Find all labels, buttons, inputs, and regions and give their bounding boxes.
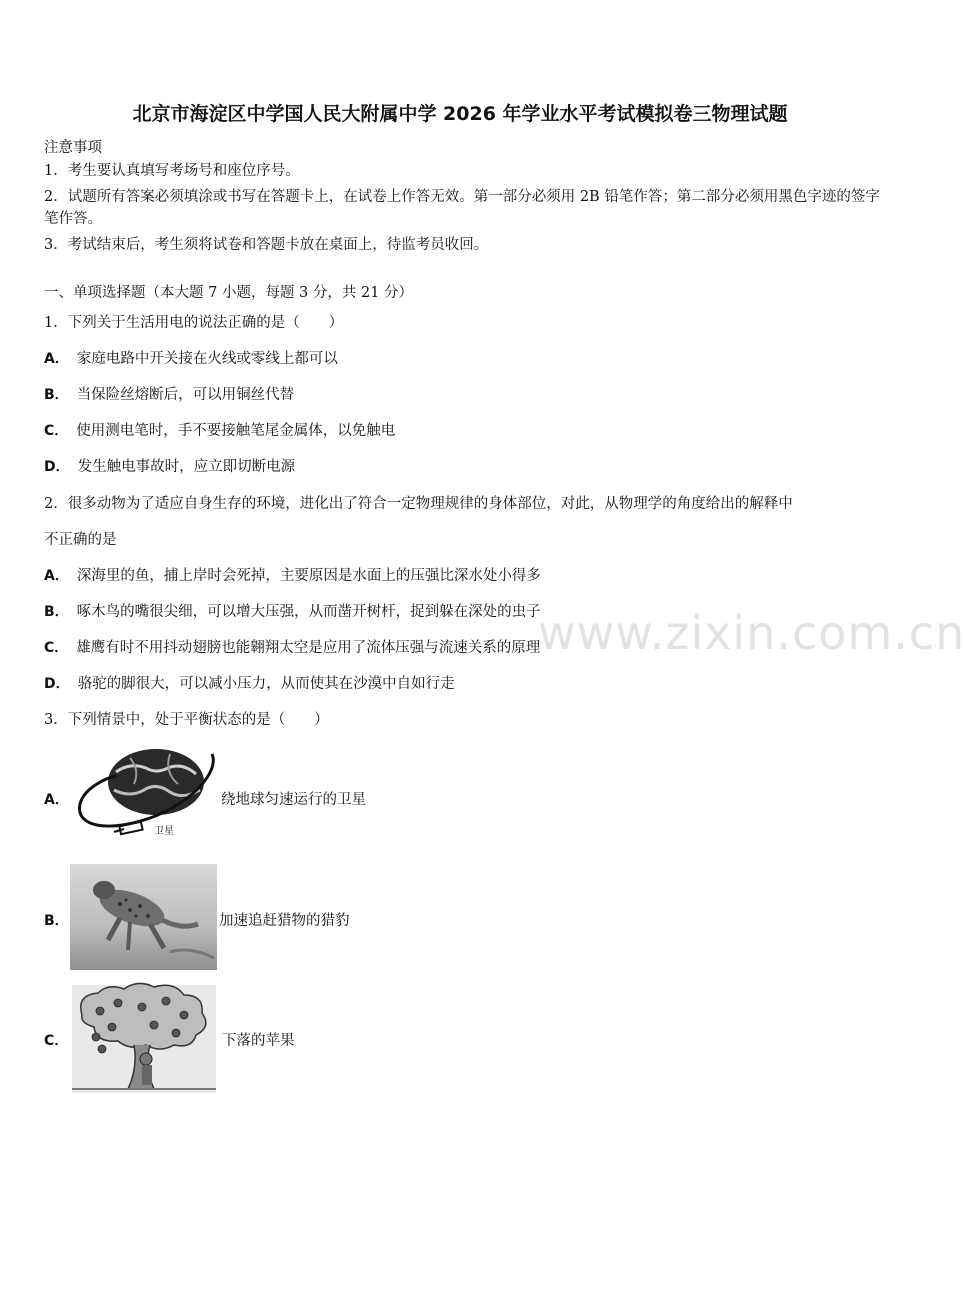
notice-item-1: 1．考生要认真填写考场号和座位序号。 xyxy=(44,163,300,179)
option-text: 家庭电路中开关接在火线或零线上都可以 xyxy=(76,351,338,367)
option-letter: C． xyxy=(44,640,69,656)
question-3-option-c-text: 下落的苹果 xyxy=(222,1033,295,1049)
question-3-option-c-letter: C． xyxy=(44,1033,69,1049)
notice-item-2: 2．试题所有答案必须填涂或书写在答题卡上，在试卷上作答无效。第一部分必须用 2B 铅笔作答；第二部分必须用黑色字迹的签字笔作答。 xyxy=(44,189,880,227)
watermark: www.zixin.com.cn xyxy=(538,606,965,660)
option-text: 深海里的鱼，捕上岸时会死掉，主要原因是水面上的压强比深水处小得多 xyxy=(76,568,541,584)
running-cheetah-photo-icon xyxy=(70,864,217,970)
notice-heading: 注意事项 xyxy=(44,140,102,156)
option-text: 雄鹰有时不用抖动翅膀也能翱翔太空是应用了流体压强与流速关系的原理 xyxy=(76,640,541,656)
option-letter: B． xyxy=(44,604,69,620)
option-text: 骆驼的脚很大，可以减小压力，从而使其在沙漠中自如行走 xyxy=(77,676,455,692)
question-2-option-d xyxy=(44,673,455,695)
option-letter: B． xyxy=(44,387,69,403)
question-3-option-a-letter: A． xyxy=(44,792,69,808)
option-letter: A． xyxy=(44,351,69,367)
satellite-label: 卫星 xyxy=(154,826,174,837)
question-1-option-c xyxy=(44,420,395,442)
question-3-option-b-text: 加速追赶猎物的猎豹 xyxy=(219,913,350,929)
question-3-option-a-text: 绕地球匀速运行的卫星 xyxy=(221,792,366,808)
question-2-stem-line2: 不正确的是 xyxy=(44,532,117,548)
satellite-orbit-illustration-icon xyxy=(70,742,222,848)
question-2-option-c xyxy=(44,637,540,659)
question-3-stem: 3．下列情景中，处于平衡状态的是（ ） xyxy=(44,712,329,728)
question-3-option-b-letter: B． xyxy=(44,913,69,929)
option-letter: D． xyxy=(44,676,70,692)
question-1-option-b xyxy=(44,384,294,406)
option-letter: A． xyxy=(44,568,69,584)
option-letter: C． xyxy=(44,423,69,439)
option-letter: D． xyxy=(44,459,70,475)
section-heading: 一、单项选择题（本大题 7 小题，每题 3 分，共 21 分） xyxy=(44,285,414,301)
notice-item-3: 3．考试结束后，考生须将试卷和答题卡放在桌面上，待监考员收回。 xyxy=(44,237,489,253)
question-1-stem: 1．下列关于生活用电的说法正确的是（ ） xyxy=(44,315,344,331)
option-text: 啄木鸟的嘴很尖细，可以增大压强，从而凿开树杆，捉到躲在深处的虫子 xyxy=(76,604,541,620)
question-1-option-a xyxy=(44,348,338,370)
apple-tree-illustration-icon xyxy=(72,985,216,1093)
question-2-stem-line1: 2．很多动物为了适应自身生存的环境，进化出了符合一定物理规律的身体部位，对此，从物理学的角度给出的解释中 xyxy=(44,496,793,512)
option-text: 使用测电笔时，手不要接触笔尾金属体，以免触电 xyxy=(76,423,396,439)
exam-title: 北京市海淀区中学国人民大附属中学 2026 年学业水平考试模拟卷三物理试题 xyxy=(132,103,788,125)
question-2-option-a xyxy=(44,565,541,587)
option-text: 发生触电事故时，应立即切断电源 xyxy=(77,459,296,475)
question-1-option-d xyxy=(44,456,295,478)
question-2-option-b xyxy=(44,601,541,623)
option-text: 当保险丝熔断后，可以用铜丝代替 xyxy=(76,387,295,403)
